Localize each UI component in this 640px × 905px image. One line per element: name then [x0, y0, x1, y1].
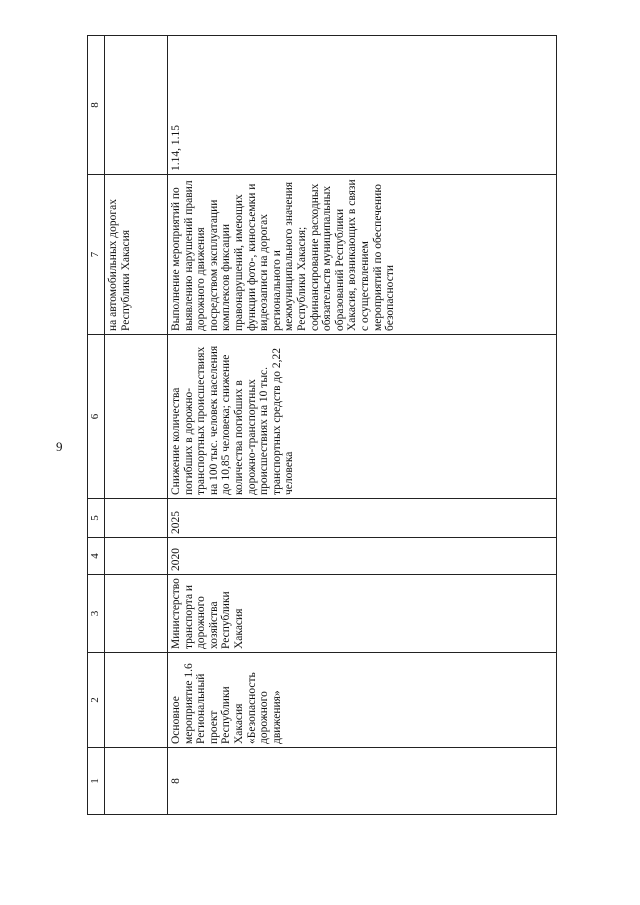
col-number-7: 7: [88, 175, 105, 335]
cell-end-year: 2025: [168, 499, 557, 538]
col-number-8: 8: [88, 36, 105, 175]
col-number-3: 3: [88, 575, 105, 653]
cont-cell-2: [105, 653, 168, 748]
cell-row-number: 8: [168, 748, 557, 815]
cont-cell-4: [105, 538, 168, 575]
cont-cell-8: [105, 36, 168, 175]
measure-row-8: [168, 36, 557, 815]
cell-main-directions: Выполнение мероприятий по выявлению нарушений правил дорожного движения посредством эксплуатации комплексов фиксации правонарушений, имеющих функции фото-, киносъемки и видеозаписи на дорогах регионального и межмуниципального значения Республики Хакасия; софинансирование расходных обязательств муниципальных образований Республики Хакасия, возникающих в связи с осуществлением мероприятий по обеспечению безопасности: [168, 175, 557, 335]
col-number-6: 6: [88, 335, 105, 499]
col-number-1: 1: [88, 748, 105, 815]
cell-responsible: Министерство транспорта и дорожного хозяйства Республики Хакасия: [168, 575, 557, 653]
cont-cell-6: [105, 335, 168, 499]
cont-cell-3: [105, 575, 168, 653]
cell-start-year: 2020: [168, 538, 557, 575]
cell-expected-result: Снижение количества погибших в дорожно-транспортных происшествиях на 100 тыс. человек населения до 10,85 человека; снижение количества погибших в дорожно-транспортных происшествиях на 10 тыс. транспортных средств до 2,22 человека: [168, 335, 557, 499]
col-number-4: 4: [88, 538, 105, 575]
rotated-table-sheet: [87, 36, 565, 815]
cont-cell-1: [105, 748, 168, 815]
cell-measure-name: Основное мероприятие 1.6 Региональный проект Республики Хакасия «Безопасность дорожного движения»: [168, 653, 557, 748]
col-number-5: 5: [88, 499, 105, 538]
page-number: 9: [56, 439, 63, 454]
col-number-2: 2: [88, 653, 105, 748]
measures-table: [87, 35, 557, 815]
cont-cell-5: [105, 499, 168, 538]
continuation-row: [105, 36, 168, 815]
cell-indicator-link: 1.14, 1.15: [168, 36, 557, 175]
column-number-row: [88, 36, 105, 815]
cont-cell-7: на автомобильных дорогах Республики Хакасия: [105, 175, 168, 335]
